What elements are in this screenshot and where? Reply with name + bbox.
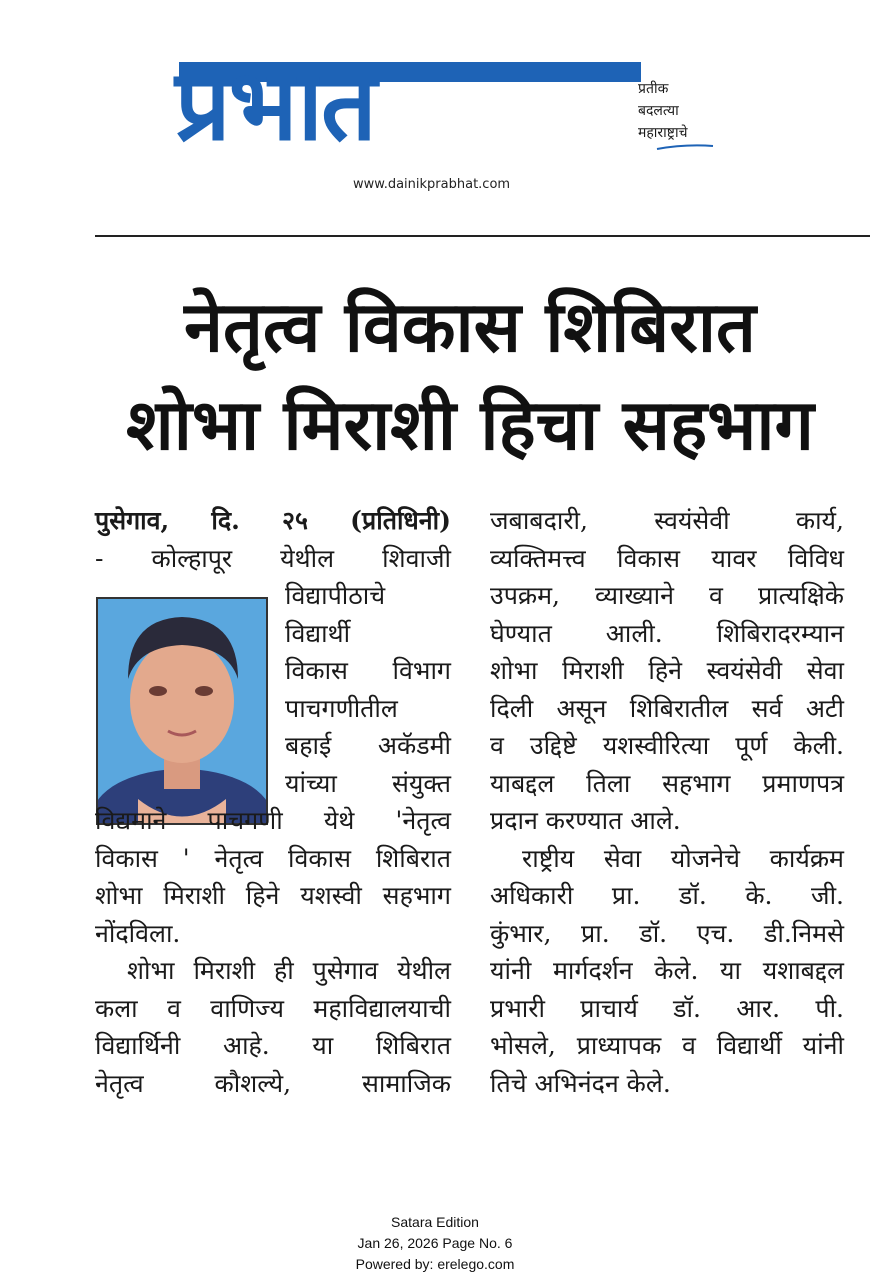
article-line: विद्यमाने पाचगणी येथे 'नेतृत्व xyxy=(95,806,451,835)
article-line: कला व वाणिज्य महाविद्यालयाची xyxy=(95,993,451,1023)
newspaper-logo: प्रभात xyxy=(175,49,375,163)
logo-tagline xyxy=(638,78,728,144)
powered-by: Powered by: erelego.com xyxy=(355,1256,515,1272)
edition-date-page: Jan 26, 2026 Page No. 6 xyxy=(357,1235,513,1251)
article-dateline: पुसेगाव, दि. २५ (प्रतिधिनी) xyxy=(95,506,451,535)
article-line: उपक्रम, व्याख्याने व प्रात्यक्षिके xyxy=(490,581,844,610)
article-line: प्रभारी प्राचार्य डॉ. आर. पी. xyxy=(490,993,844,1023)
article-column-1 xyxy=(95,502,451,1102)
tagline-line: बदलत्या xyxy=(638,103,679,119)
article-line: विद्यापीठाचे xyxy=(285,581,386,610)
tagline-line: महाराष्ट्राचे xyxy=(638,125,688,141)
article-line: तिचे अभिनंदन केले. xyxy=(490,1068,671,1098)
article-line: प्रदान करण्यात आले. xyxy=(490,806,681,835)
article-line: याबद्दल तिला सहभाग प्रमाणपत्र xyxy=(490,768,844,798)
article-line: विद्यार्थिनी आहे. या शिबिरात xyxy=(95,1031,451,1060)
article-line: भोसले, प्राध्यापक व विद्यार्थी यांनी xyxy=(490,1031,844,1060)
article-line: यांनी मार्गदर्शन केले. या यशाबद्दल xyxy=(490,956,844,985)
article-headline xyxy=(90,278,850,474)
masthead xyxy=(175,49,715,192)
edition-footer xyxy=(0,1212,870,1275)
article-line: शोभा मिराशी हिने यशस्वी सहभाग xyxy=(95,881,451,910)
article-line: व्यक्तिमत्त्व विकास यावर विविध xyxy=(490,543,844,573)
article-line: दिली असून शिबिरातील सर्व अटी xyxy=(490,693,844,723)
website-url: www.dainikprabhat.com xyxy=(353,177,511,192)
header-divider xyxy=(95,235,870,237)
article-line: नोंदविला. xyxy=(95,918,181,948)
article-line: राष्ट्रीय सेवा योजनेचे कार्यक्रम xyxy=(522,843,844,873)
article-line: शोभा मिराशी ही पुसेगाव येथील xyxy=(127,956,451,985)
headline-line: शोभा मिराशी हिचा सहभाग xyxy=(126,384,814,466)
edition-name: Satara Edition xyxy=(391,1214,479,1230)
article-line: यांच्या संयुक्त xyxy=(285,768,451,798)
article-line: बहाई अकॅडमी xyxy=(285,731,451,760)
headline-line: नेतृत्व विकास शिबिरात xyxy=(184,286,756,368)
article-line: पाचगणीतील xyxy=(285,693,398,723)
article-line: विकास विभाग xyxy=(285,656,451,685)
article-line: विकास ' नेतृत्व विकास शिबिरात xyxy=(95,843,451,873)
swoosh-icon xyxy=(655,142,715,152)
article-line: अधिकारी प्रा. डॉ. के. जी. xyxy=(490,881,844,910)
article-column-2 xyxy=(490,502,844,1102)
article-line: नेतृत्व कौशल्ये, सामाजिक xyxy=(95,1068,451,1098)
article-line: शोभा मिराशी हिने स्वयंसेवी सेवा xyxy=(490,656,844,685)
article-line: विद्यार्थी xyxy=(285,618,351,648)
article-line: - कोल्हापूर येथील शिवाजी xyxy=(95,543,451,573)
article-line: जबाबदारी, स्वयंसेवी कार्य, xyxy=(490,506,844,535)
tagline-line: प्रतीक xyxy=(638,81,669,97)
article-line: घेण्यात आली. शिबिरादरम्यान xyxy=(490,618,844,648)
article-line: व उद्दिष्टे यशस्वीरित्या पूर्ण केली. xyxy=(490,731,844,760)
article-line: कुंभार, प्रा. डॉ. एच. डी.निमसे xyxy=(490,918,844,948)
